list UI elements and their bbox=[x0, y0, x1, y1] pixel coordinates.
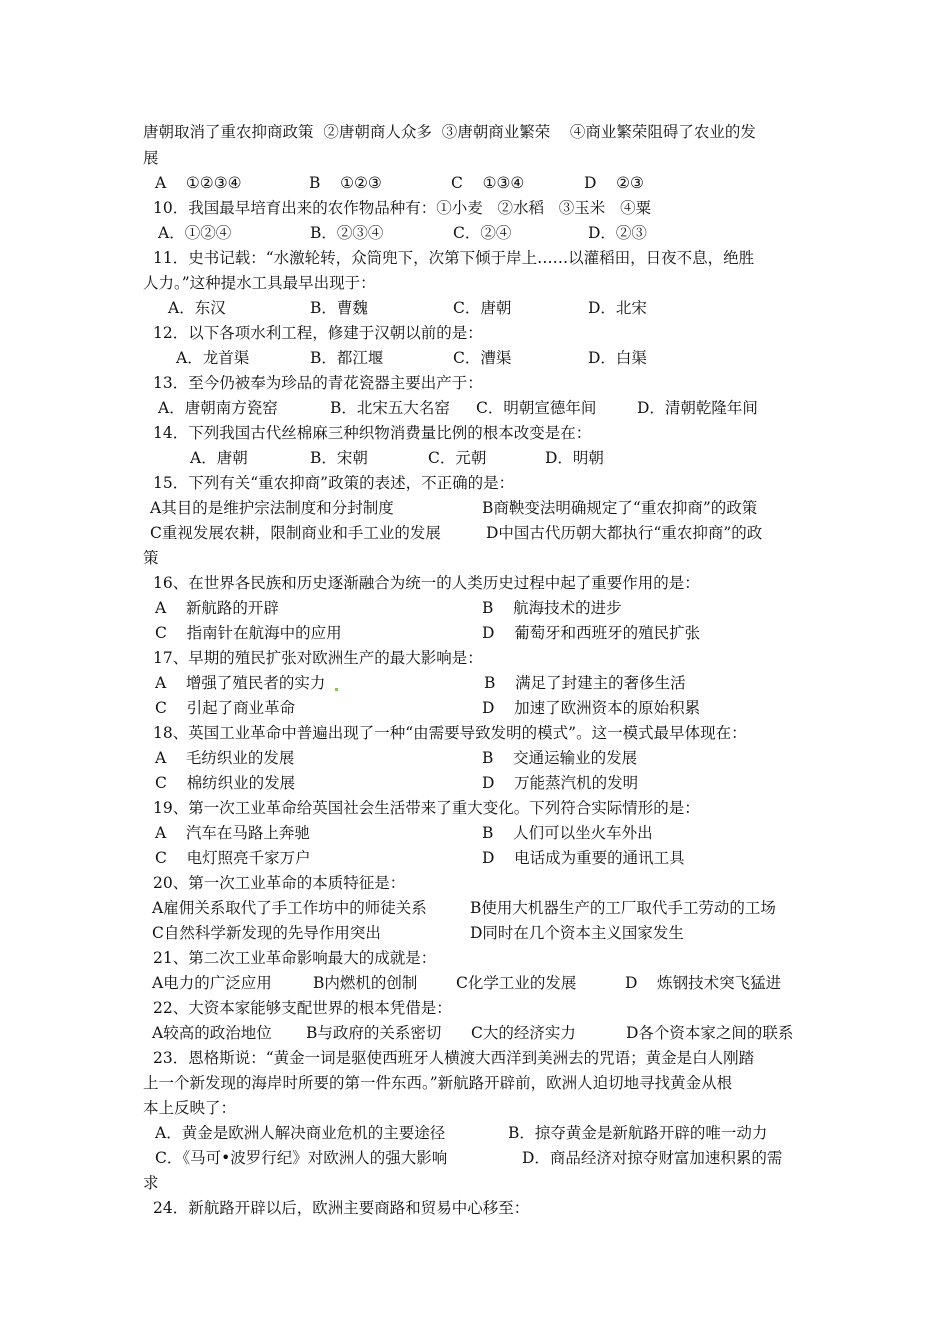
question-10-option-b: B．②③④ bbox=[310, 224, 384, 242]
question-15-option-c: C重视发展农耕，限制商业和手工业的发展 bbox=[150, 524, 441, 542]
question-15-option-a: A其目的是维护宗法制度和分封制度 bbox=[150, 499, 394, 517]
question-17-option-b: B 满足了封建主的奢侈生活 bbox=[484, 674, 686, 692]
question-18-option-b: B 交通运输业的发展 bbox=[482, 749, 638, 767]
question-18-option-a: A 毛纺织业的发展 bbox=[155, 749, 295, 767]
question-21-option-d: D 炼钢技术突飞猛进 bbox=[625, 974, 782, 992]
question-23-stem-cont: 上一个新发现的海岸时所要的第一件东西。”新航路开辟前，欧洲人迫切地寻找黄金从根 bbox=[143, 1074, 733, 1092]
question-22-stem: 22、大资本家能够支配世界的根本凭借是： bbox=[153, 999, 452, 1017]
question-15-stem: 15．下列有关“重农抑商”政策的表述，不正确的是： bbox=[153, 474, 515, 492]
question-13-option-a: A．唐朝南方瓷窑 bbox=[158, 399, 278, 417]
question-11-option-c: C．唐朝 bbox=[453, 299, 512, 317]
question-18-option-c: C 棉纺织业的发展 bbox=[155, 774, 296, 792]
question-10-option-c: C．②④ bbox=[453, 224, 512, 242]
question-23-option-b: B．掠夺黄金是新航路开辟的唯一动力 bbox=[508, 1124, 768, 1142]
question-20-option-c: C自然科学新发现的先导作用突出 bbox=[152, 924, 381, 942]
question-12-option-c: C．漕渠 bbox=[453, 349, 512, 367]
question-9-stem: 唐朝取消了重农抑商政策 ②唐朝商人众多 ③唐朝商业繁荣 ④商业繁荣阻碍了农业的发 bbox=[143, 123, 756, 141]
question-16-option-c: C 指南针在航海中的应用 bbox=[155, 624, 342, 642]
question-9-option-d: D ②③ bbox=[584, 174, 644, 192]
question-10-option-a: A．①②④ bbox=[158, 224, 232, 242]
question-16-option-d: D 葡萄牙和西班牙的殖民扩张 bbox=[482, 624, 701, 642]
question-9-stem-cont: 展 bbox=[143, 149, 159, 167]
question-13-stem: 13．至今仍被奉为珍品的青花瓷器主要出产于： bbox=[153, 374, 483, 392]
question-16-option-a: A 新航路的开辟 bbox=[155, 599, 279, 617]
question-22-option-c: C大的经济实力 bbox=[471, 1024, 576, 1042]
question-21-stem: 21、第二次工业革命影响最大的成就是： bbox=[153, 949, 437, 967]
stray-mark bbox=[335, 688, 338, 691]
question-20-option-d: D同时在几个资本主义国家发生 bbox=[470, 924, 684, 942]
question-23-option-c: C．《马可•波罗行纪》对欧洲人的强大影响 bbox=[155, 1149, 448, 1167]
question-21-option-b: B内燃机的创制 bbox=[313, 974, 418, 992]
question-21-option-c: C化学工业的发展 bbox=[456, 974, 577, 992]
question-11-option-a: A．东汉 bbox=[168, 299, 226, 317]
question-10-stem: 10．我国最早培育出来的农作物品种有：①小麦 ②水稻 ③玉米 ④粟 bbox=[153, 199, 652, 217]
question-12-option-d: D．白渠 bbox=[588, 349, 647, 367]
question-17-stem: 17、早期的殖民扩张对欧洲生产的最大影响是： bbox=[153, 649, 483, 667]
question-11-option-d: D．北宋 bbox=[588, 299, 647, 317]
question-9-option-c: C ①③④ bbox=[451, 174, 525, 192]
question-14-option-b: B．宋朝 bbox=[310, 449, 368, 467]
question-15-option-d: D中国古代历朝大都执行“重农抑商”的政 bbox=[486, 524, 763, 542]
question-23-option-d-cont: 求 bbox=[143, 1174, 159, 1192]
question-12-option-b: B．都江堰 bbox=[310, 349, 384, 367]
question-23-stem-cont2: 本上反映了： bbox=[143, 1099, 237, 1117]
question-11-option-b: B．曹魏 bbox=[310, 299, 368, 317]
question-19-option-b: B 人们可以坐火车外出 bbox=[482, 824, 653, 842]
question-14-option-d: D．明朝 bbox=[545, 449, 604, 467]
question-22-option-a: A较高的政治地位 bbox=[152, 1024, 272, 1042]
question-15-option-b: B商鞅变法明确规定了“重农抑商”的政策 bbox=[482, 499, 758, 517]
question-14-option-a: A．唐朝 bbox=[190, 449, 248, 467]
question-20-stem: 20、第一次工业革命的本质特征是： bbox=[153, 874, 406, 892]
question-17-option-a: A 增强了殖民者的实力 bbox=[155, 674, 326, 692]
question-9-option-b: B ①②③ bbox=[309, 174, 382, 192]
question-19-option-a: A 汽车在马路上奔驰 bbox=[155, 824, 310, 842]
question-20-option-a: A雇佣关系取代了手工作坊中的师徒关系 bbox=[152, 899, 427, 917]
question-16-option-b: B 航海技术的进步 bbox=[482, 599, 622, 617]
question-23-option-d: D．商品经济对掠夺财富加速积累的需 bbox=[522, 1149, 783, 1167]
question-12-stem: 12．以下各项水利工程，修建于汉朝以前的是： bbox=[153, 324, 483, 342]
question-15-option-d-cont: 策 bbox=[143, 549, 159, 567]
question-11-stem-cont: 人力。”这种提水工具最早出现于： bbox=[143, 274, 376, 292]
question-19-stem: 19、第一次工业革命给英国社会生活带来了重大变化。下列符合实际情形的是： bbox=[153, 799, 700, 817]
question-23-stem: 23．恩格斯说：“黄金一词是驱使西班牙人横渡大西洋到美洲去的咒语；黄金是白人刚踏 bbox=[153, 1049, 755, 1067]
question-11-stem: 11．史书记载：“水激轮转，众筒兜下，次第下倾于岸上……以灌稻田，日夜不息，绝胜 bbox=[153, 249, 755, 267]
question-21-option-a: A电力的广泛应用 bbox=[152, 974, 272, 992]
question-13-option-d: D．清朝乾隆年间 bbox=[637, 399, 758, 417]
question-19-option-d: D 电话成为重要的通讯工具 bbox=[482, 849, 685, 867]
question-18-stem: 18、英国工业革命中普遍出现了一种“由需要导致发明的模式”。这一模式最早体现在： bbox=[153, 724, 747, 742]
question-22-option-b: B与政府的关系密切 bbox=[306, 1024, 442, 1042]
question-9-option-a: A ①②③④ bbox=[155, 174, 242, 192]
question-17-option-c: C 引起了商业革命 bbox=[155, 699, 296, 717]
question-13-option-c: C．明朝宣德年间 bbox=[476, 399, 597, 417]
question-23-option-a: A．黄金是欧洲人解决商业危机的主要途径 bbox=[155, 1124, 446, 1142]
question-24-stem: 24．新航路开辟以后，欧洲主要商路和贸易中心移至： bbox=[153, 1199, 530, 1217]
question-13-option-b: B．北宋五大名窑 bbox=[330, 399, 450, 417]
question-17-option-d: D 加速了欧洲资本的原始积累 bbox=[482, 699, 701, 717]
question-10-option-d: D．②③ bbox=[588, 224, 647, 242]
question-18-option-d: D 万能蒸汽机的发明 bbox=[482, 774, 639, 792]
question-14-stem: 14．下列我国古代丝棉麻三种织物消费量比例的根本改变是在： bbox=[153, 424, 592, 442]
question-22-option-d: D各个资本家之间的联系 bbox=[626, 1024, 794, 1042]
question-20-option-b: B使用大机器生产的工厂取代手工劳动的工场 bbox=[470, 899, 776, 917]
question-19-option-c: C 电灯照亮千家万户 bbox=[155, 849, 311, 867]
question-16-stem: 16、在世界各民族和历史逐渐融合为统一的人类历史过程中起了重要作用的是： bbox=[153, 574, 700, 592]
question-12-option-a: A．龙首渠 bbox=[176, 349, 250, 367]
question-14-option-c: C．元朝 bbox=[428, 449, 487, 467]
